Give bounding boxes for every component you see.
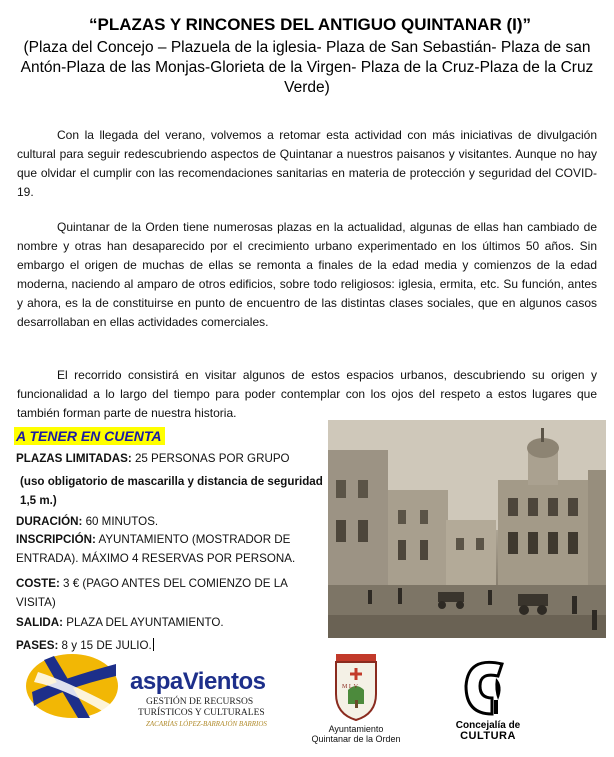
historic-square-photo [328,420,606,638]
history-paragraph: Quintanar de la Orden tiene numerosas plazas en la actualidad, algunas de ellas han cambiado de nombre y otras han desaparecido por el crecimiento urbano experimentado en los últimos 50 años. Sin embargo el origen de muchas de ellas se remonta a finales de la edad media y comienzos de la edad moderna, naciendo al amparo de otros edificios, sobre todo religiosos: iglesia, ermita, etc. Su función, antes y ahora, es la de constituirse en punto de encuentro de las distintas clases sociales, que en algunos casos desarrollaban en ellas actividades comerciales. [17,220,597,329]
info-departure [16,613,326,632]
town-hall-label: Ayuntamiento Quintanar de la Orden [311,724,401,744]
info-label: SALIDA: [16,616,64,629]
info-value: AYUNTAMIENTO (MOSTRADOR DE ENTRADA). MÁXIMO 4 RESERVAS POR PERSONA. [16,533,296,565]
route-paragraph: El recorrido consistirá en visitar algunos de estos espacios urbanos, descubriendo su origen y funcionalidad a lo largo del tiempo para poder contemplar con los ojos del respeto a estos lugares que también forman parte de nuestra historia. [17,368,597,420]
info-value: 60 MINUTOS. [82,515,159,528]
info-value: 25 PERSONAS POR GRUPO [131,452,290,465]
aspavientos-emblem-icon [24,652,124,722]
info-value: 8 y 15 DE JULIO. [58,639,152,652]
page-subtitle: (Plaza del Concejo – Plazuela de la iglesia- Plaza de San Sebastián- Plaza de san Antón-Plaza de las Monjas-Glorieta de la Virgen- Plaza de la Cruz-Plaza de la Cruz Verde) [20,39,594,96]
info-value: PLAZA DEL AYUNTAMIENTO. [63,616,224,629]
info-cost [16,574,326,612]
culture-logo-icon [458,656,518,718]
crest-letters: M L V [342,684,359,690]
intro-paragraph: Con la llegada del verano, volvemos a retomar esta actividad con más iniciativas de divulgación cultural para seguir redescubriendo aspectos de Quintanar a nuestros paisanos y visitantes. Aunque no hay que olvidar el cumplir con las recomendaciones sanitarias en materia de protección y seguridad del COVID-19. [17,128,597,199]
town-crest-icon [328,650,384,722]
info-label: DURACIÓN: [16,515,83,528]
aspavientos-name: aspaVientos [130,668,266,695]
info-label: PLAZAS LIMITADAS: [16,452,132,465]
info-plazas [16,449,326,468]
info-label: INSCRIPCIÓN: [16,533,96,546]
info-value: (uso obligatorio de mascarilla y distancia de seguridad 1,5 m.) [20,475,323,507]
page-title: “PLAZAS Y RINCONES DEL ANTIGUO QUINTANAR (I)” [88,15,532,34]
notes-header: A TENER EN CUENTA [14,427,165,445]
aspavientos-tagline-2: TURÍSTICOS Y CULTURALES [138,708,265,718]
aspavientos-owner: ZACARÍAS LÓPEZ-BARRAJÓN BARRIOS [146,720,267,728]
photo-drawing [328,420,606,638]
info-mask [20,472,330,510]
culture-label: Concejalía de CULTURA [455,720,521,742]
info-label: PASES: [16,639,59,652]
info-registration [16,530,326,568]
info-label: COSTE: [16,577,60,590]
text-cursor [153,638,154,651]
aspavientos-tagline-1: GESTIÓN DE RECURSOS [146,697,254,707]
info-value: 3 € (PAGO ANTES DEL COMIENZO DE LA VISITA) [16,577,288,609]
info-duration [16,512,326,531]
